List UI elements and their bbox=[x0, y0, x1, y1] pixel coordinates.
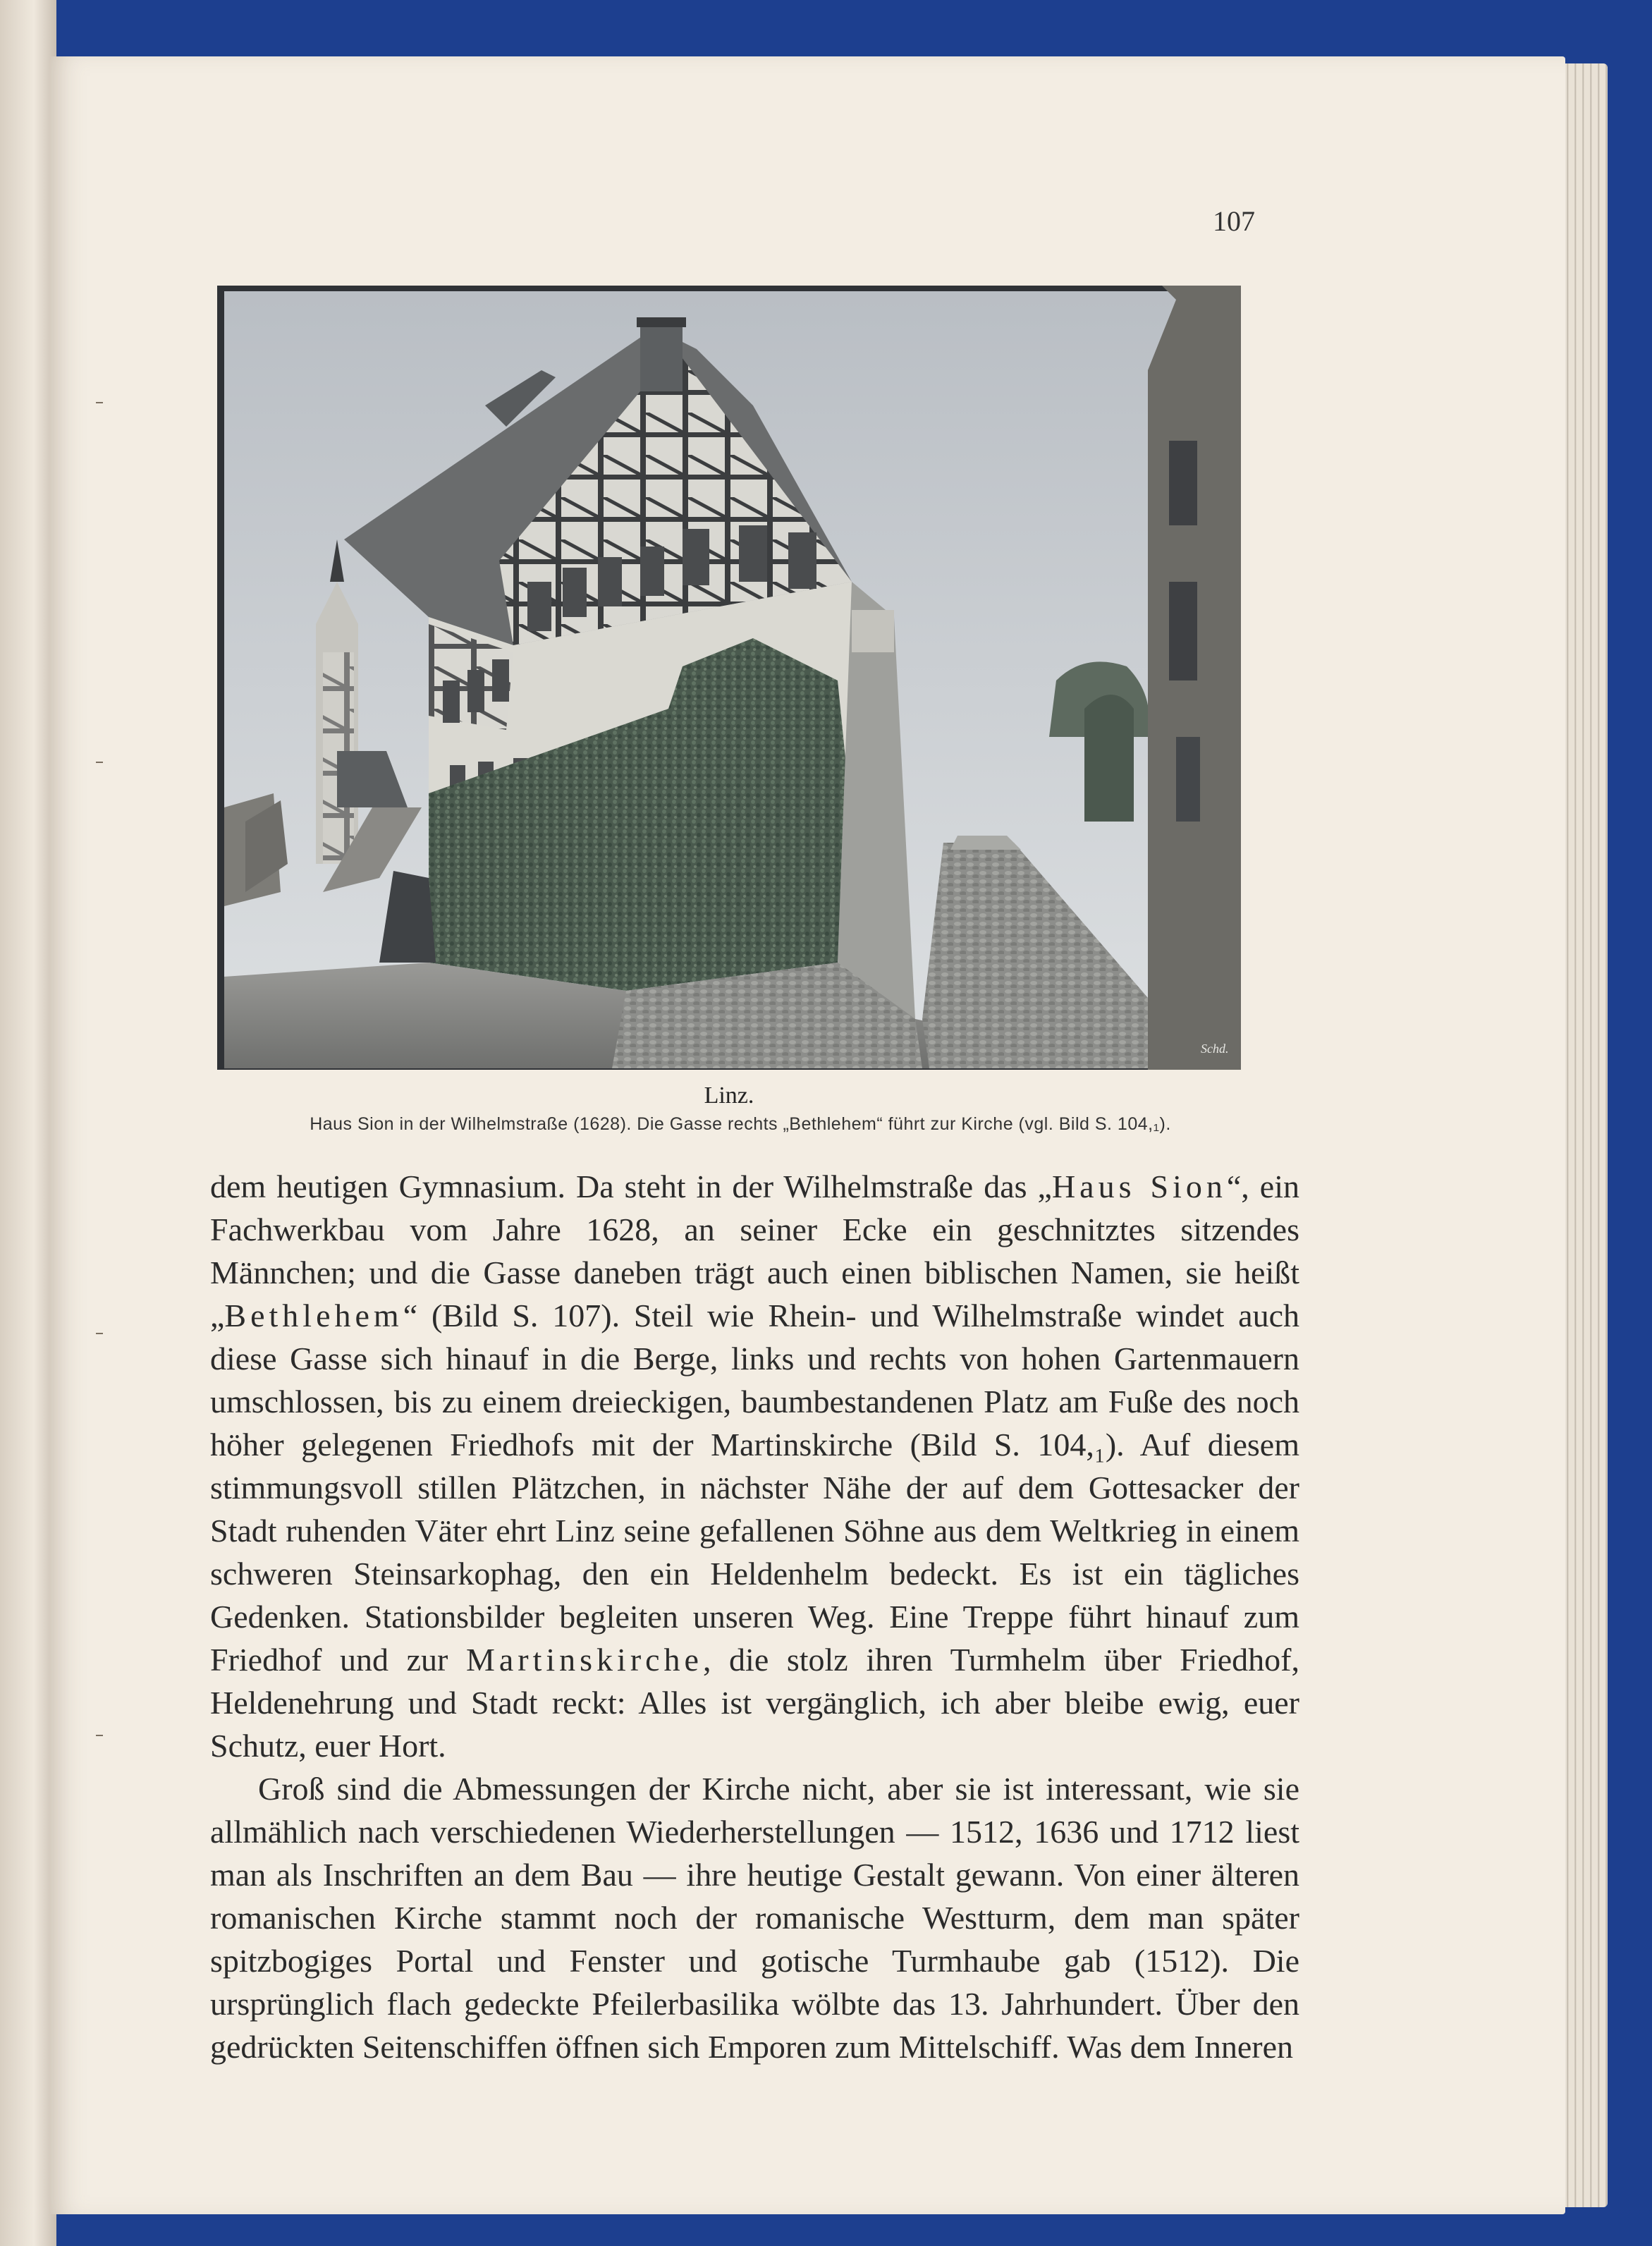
photo-illustration bbox=[217, 286, 1241, 1070]
emphasis-bethlehem: Bethlehem bbox=[224, 1298, 403, 1333]
paragraph-1 bbox=[210, 1165, 1299, 1767]
body-text bbox=[210, 1165, 1299, 2068]
text-run: , die stolz ihren Turmhelm über Friedhof, Heldenehrung und Stadt reckt: Alles ist vergänglich, ich aber bleibe ewig, euer Schutz, euer Hort. bbox=[210, 1642, 1299, 1764]
paragraph-2: Groß sind die Abmessungen der Kirche nicht, aber sie ist interessant, wie sie allmählich nach verschiedenen Wiederherstellungen — 1512, 1636 und 1712 liest man als Inschriften an dem Bau — ihre heutige Gestalt gewann. Von einer älteren romanischen Kirche stammt noch der romanische Westturm, dem man später spitzbogiges Portal und Fenster und gotische Turmhaube gab (1512). Die ursprünglich flach gedeckte Pfeilerbasilika wölbte das 13. Jahrhundert. Über den gedrückten Seitenschiffen öffnen sich Emporen zum Mittelschiff. Was dem Inneren bbox=[210, 1771, 1299, 2065]
binding-stitch bbox=[96, 402, 103, 403]
text-run: dem heutigen Gymnasium. Da steht in der Wilhelmstraße das „ bbox=[210, 1168, 1052, 1204]
page-number: 107 bbox=[1213, 205, 1255, 237]
figure-title: Linz. bbox=[704, 1082, 754, 1109]
facing-page-edge bbox=[0, 0, 56, 2246]
text-run: “, ein Fachwerkbau vom Jahre 1628, an seiner Ecke ein geschnitztes sitzendes Männchen; und die Gasse daneben trägt auch einen biblischen Namen, sie heißt „ bbox=[210, 1168, 1299, 1333]
binding-stitch bbox=[96, 1333, 103, 1334]
photograph-haus-sion bbox=[217, 286, 1241, 1070]
figure-caption: Haus Sion in der Wilhelmstraße (1628). Die Gasse rechts „Bethlehem“ führt zur Kirche (vgl. Bild S. 104,₁). bbox=[310, 1114, 1171, 1134]
binding-stitch bbox=[96, 1735, 103, 1736]
binding-stitch bbox=[96, 762, 103, 763]
photo-signature: Schd. bbox=[1201, 1042, 1229, 1056]
emphasis-haus-sion: Haus Sion bbox=[1051, 1168, 1227, 1204]
text-run: “ (Bild S. 107). Steil wie Rhein- und Wilhelmstraße windet auch diese Gasse sich hinauf in die Berge, links und rechts von hohen Gartenmauern umschlossen, bis zu einem dreieckigen, baumbestandenen Platz am Fuße des noch höher gelegenen Friedhofs mit der Martinskirche (Bild S. 104,₁). Auf diesem stimmungsvoll stillen Plätzchen, in nächster Nähe der auf dem Gottesacker der Stadt ruhenden Väter ehrt Linz seine gefallenen Söhne aus dem Weltkrieg in einem schweren Steinsarkophag, den ein Heldenhelm bedeckt. Es ist ein tägliches Gedenken. Stationsbilder begleiten unseren Weg. Eine Treppe führt hinauf zum Friedhof und zur bbox=[210, 1298, 1299, 1678]
emphasis-martinskirche: Martinskirche bbox=[465, 1642, 703, 1678]
